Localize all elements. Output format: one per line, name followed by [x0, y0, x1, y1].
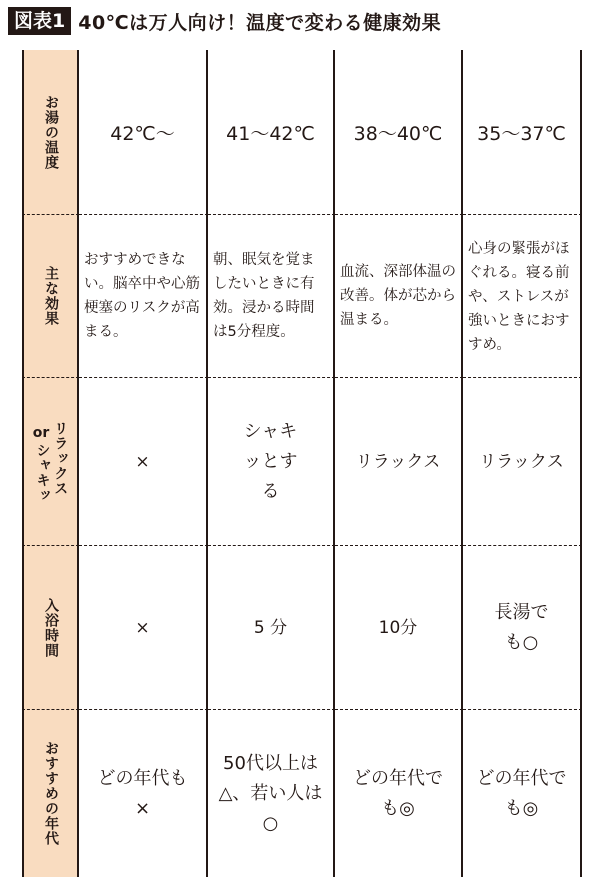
row-header-label: 入浴時間: [43, 597, 59, 658]
table-cell: 血流、深部体温の改善。体が芯から温まる。: [335, 215, 463, 378]
table-cell: どの年代でも◎: [463, 710, 582, 877]
table-cell: ×: [79, 378, 208, 546]
row-header-water-temperature: [22, 50, 79, 215]
row-header-label-relax: リラックス: [52, 420, 69, 496]
figure-label: 図表1: [8, 7, 71, 35]
table-cell: シャキッとする: [208, 378, 335, 546]
figure-title-bar: [8, 6, 441, 36]
table-cell: 10分: [335, 546, 463, 710]
row-header-bath-time: [22, 546, 79, 710]
table-cell: 41〜42℃: [208, 50, 335, 215]
bath-temperature-table: [22, 50, 582, 877]
table-cell: 心身の緊張がほぐれる。寝る前や、ストレスが強いときにおすすめ。: [463, 215, 582, 378]
table-cell: どの年代も×: [79, 710, 208, 877]
row-header-label: おすすめの年代: [43, 741, 59, 846]
row-header-label: 主な効果: [43, 266, 59, 326]
table-cell: 朝、眠気を覚ましたいときに有効。浸かる時間は5分程度。: [208, 215, 335, 378]
table-cell: 50代以上は△、若い人は○: [208, 710, 335, 877]
table-cell: どの年代でも◎: [335, 710, 463, 877]
row-header-label-or: or: [32, 424, 50, 441]
row-header-relax-or-refresh: [22, 378, 79, 546]
table-cell: 長湯でも○: [463, 546, 582, 710]
row-header-recommended-age: [22, 710, 79, 877]
row-header-main-effect: [22, 215, 79, 378]
table-cell: 42℃〜: [79, 50, 208, 215]
row-header-label: お湯の温度: [43, 94, 59, 170]
table-cell: リラックス: [463, 378, 582, 546]
table-cell: 5 分: [208, 546, 335, 710]
table-cell: リラックス: [335, 378, 463, 546]
table-cell: 38〜40℃: [335, 50, 463, 215]
table-cell: おすすめできない。脳卒中や心筋梗塞のリスクが高まる。: [79, 215, 208, 378]
figure-title: 40℃は万人向け！温度で変わる健康効果: [78, 11, 442, 34]
table-cell: ×: [79, 546, 208, 710]
row-header-label-group: [33, 421, 69, 503]
table-cell: 35〜37℃: [463, 50, 582, 215]
row-header-label-refresh: シャキッ: [34, 442, 51, 503]
